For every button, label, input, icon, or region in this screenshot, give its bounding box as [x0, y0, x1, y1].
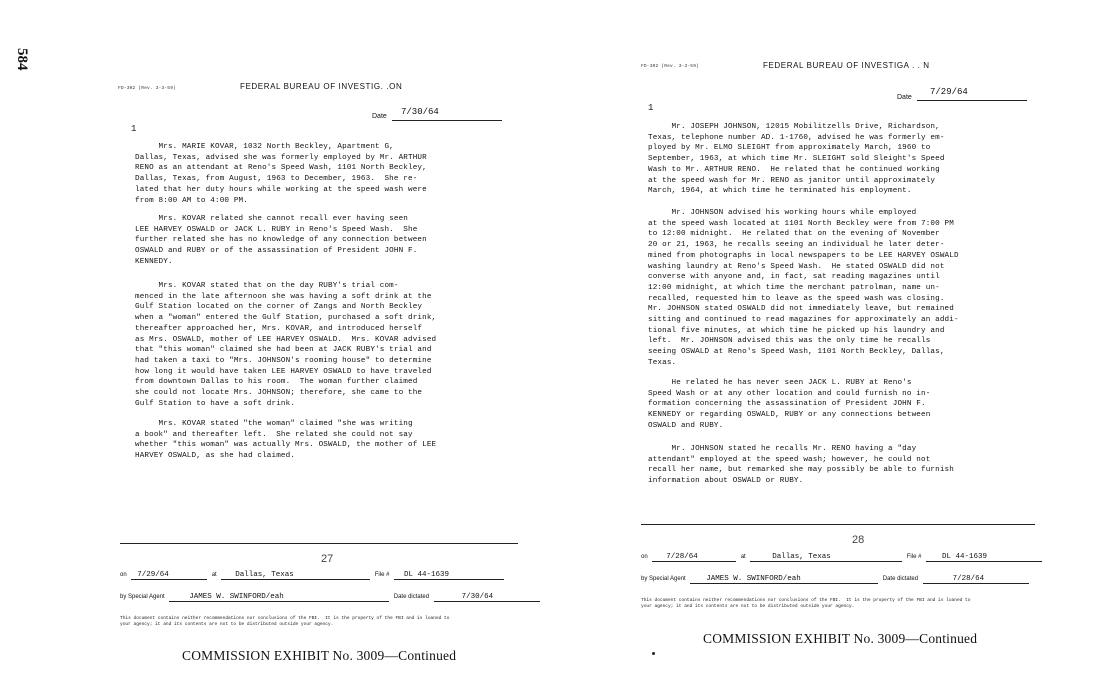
- right-exhibit-caption: COMMISSION EXHIBIT No. 3009—Continued: [703, 631, 978, 646]
- left-file-number: DL 44-1639: [394, 571, 504, 580]
- right-paragraph-4: Mr. JOHNSON stated he recalls Mr. RENO having a "day attendant" employed at the speed wash; however, he could not recall her name, but remarked she may possibly be able to furnish information about OSWALD or RUBY.: [648, 445, 954, 486]
- right-date-line: [917, 88, 1027, 101]
- page-number: 584: [14, 48, 30, 71]
- left-agent-label: by Special Agent: [120, 594, 165, 600]
- right-on-date: 7/28/64: [652, 553, 736, 562]
- right-form-number: FD-302 (Rev. 3-3-59): [641, 64, 700, 69]
- right-file-label: File #: [906, 554, 922, 560]
- right-dictated-label: Date dictated: [882, 576, 919, 582]
- stray-mark: [652, 652, 655, 655]
- left-location: Dallas, Texas: [221, 571, 370, 580]
- left-on-date: 7/29/64: [131, 571, 207, 580]
- right-paragraph-2: Mr. JOHNSON advised his working hours while employed at the speed wash located at 1101 North Beckley were from 7:00 PM to 12:00 midnight. He related that on the evening of November 20 or 21, 1963, he recalls seeing an individual he later deter- mined from photographs in local newspapers to be LEE HARVEY OSWALD washing laundry at Reno's Speed Wash. He stated OSWALD did not converse with anyone and, in fact, sat reading magazines until 12:00 midnight, at which time the merchant patrolman, name un- recalled, requested him to leave as the speed wash was closing. Mr. JOHNSON stated OSWALD did not immediately leave, but remained sitting and continued to read magazines for approximately an addi- tional five minutes, at which time he picked up his laundry and left. Mr. JOHNSON advised this was the only time he recalls seeing OSWALD at Reno's Speed Wash, 1101 North Beckley, Dallas, Texas.: [648, 209, 959, 367]
- left-date-label: Date: [372, 113, 387, 120]
- left-paragraph-2: Mrs. KOVAR related she cannot recall ever having seen LEE HARVEY OSWALD or JACK L. RUBY in Reno's Speed Wash. She further related she has no knowledge of any connection between OSWALD and RUBY or of the assassination of President JOHN F. KENNEDY.: [135, 215, 427, 266]
- left-footer-line-2: [120, 593, 540, 602]
- right-at-label: at: [740, 554, 746, 560]
- left-at-label: at: [211, 572, 217, 578]
- right-on-label: on: [641, 554, 648, 560]
- right-agent: JAMES W. SWINFORD/eah: [690, 575, 878, 584]
- left-date-line: [392, 108, 502, 121]
- right-date-value: 7/29/64: [930, 87, 968, 97]
- right-file-number: DL 44-1639: [926, 553, 1042, 562]
- right-paragraph-1: Mr. JOSEPH JOHNSON, 12015 Mobilitzells Drive, Richardson, Texas, telephone number AD. 1-1760, advised he was formerly em- ployed by Mr. ELMO SLEIGHT from approximately March, 1960 to September, 1963, at which time Mr. SLEIGHT sold Sleight's Speed Wash to Mr. ARTHUR RENO. He related that he continued working at the speed wash for Mr. RENO as janitor until approximately March, 1964, at which time he terminated his employment.: [648, 123, 945, 196]
- right-item-number: 1: [648, 103, 654, 113]
- left-item-number: 1: [131, 124, 137, 134]
- right-paragraph-3: He related he has never seen JACK L. RUBY at Reno's Speed Wash or at any other location and could furnish no in- formation concerning the assassination of President JOHN F. KENNEDY or regarding OSWALD, RUBY or any connections between OSWALD and RUBY.: [648, 379, 931, 430]
- left-form-number: FD-302 (Rev. 3-3-59): [118, 86, 177, 91]
- left-paragraph-1: Mrs. MARIE KOVAR, 1032 North Beckley, Apartment G, Dallas, Texas, advised she was formerly employed by Mr. ARTHUR RENO as an attendant at Reno's Speed Wash, 1101 North Beckley, Dallas, Texas, from August, 1963 to December, 1963. She re- lated that her duty hours while working at the speed wash were from 8:00 AM to 4:00 PM.: [135, 143, 427, 205]
- left-date-value: 7/30/64: [401, 107, 439, 117]
- left-serial-number: 27: [321, 553, 334, 565]
- left-footer-line-1: [120, 571, 504, 580]
- left-fine-print: This document contains neither recommendations nor conclusions of the FBI. It is the property of the FBI and is loaned to your agency; it and its contents are not to be distributed outside your agency.: [120, 616, 450, 627]
- right-fbi-header: FEDERAL BUREAU OF INVESTIGA . . N: [763, 61, 930, 70]
- left-footer-rule: [120, 543, 518, 544]
- right-dictated: 7/28/64: [923, 575, 1029, 584]
- left-on-label: on: [120, 572, 127, 578]
- left-exhibit-caption: COMMISSION EXHIBIT No. 3009—Continued: [182, 648, 457, 663]
- left-dictated-label: Date dictated: [393, 594, 430, 600]
- left-dictated: 7/30/64: [434, 593, 540, 602]
- right-serial-number: 28: [852, 534, 865, 546]
- right-footer-line-1: [641, 553, 1042, 562]
- left-paragraph-4: Mrs. KOVAR stated "the woman" claimed "she was writing a book" and thereafter left. She related she could not say whether "this woman" was actually Mrs. OSWALD, the mother of LEE HARVEY OSWALD, as she had claimed.: [135, 420, 437, 461]
- right-footer-rule: [641, 524, 1035, 525]
- right-agent-label: by Special Agent: [641, 576, 686, 582]
- right-location: Dallas, Texas: [750, 553, 902, 562]
- right-date-label: Date: [897, 94, 912, 101]
- left-file-label: File #: [374, 572, 390, 578]
- right-footer-line-2: [641, 575, 1029, 584]
- left-paragraph-3: Mrs. KOVAR stated that on the day RUBY's trial com- menced in the late afternoon she was having a soft drink at the Gulf Station located on the corner of Zangs and North Beckley when a "woman" entered the Gulf Station, purchased a soft drink, thereafter approached her, Mrs. KOVAR, and introduced herself as Mrs. OSWALD, mother of LEE HARVEY OSWALD. Mrs. KOVAR advised that "this woman" claimed she had been at JACK RUBY's trial and had taken a taxi to "Mrs. JOHNSON's rooming house" to determine how long it would have taken LEE HARVEY OSWALD to have traveled from downtown Dallas to his room. The woman further claimed she could not locate Mrs. JOHNSON; therefore, she came to the Gulf Station to have a soft drink.: [135, 282, 437, 408]
- left-agent: JAMES W. SWINFORD/eah: [169, 593, 389, 602]
- right-fine-print: This document contains neither recommendations nor conclusions of the FBI. It is the property of the FBI and is loaned to your agency; it and its contents are not to be distributed outside your agency.: [641, 598, 971, 609]
- left-fbi-header: FEDERAL BUREAU OF INVESTIG. .ON: [240, 82, 403, 91]
